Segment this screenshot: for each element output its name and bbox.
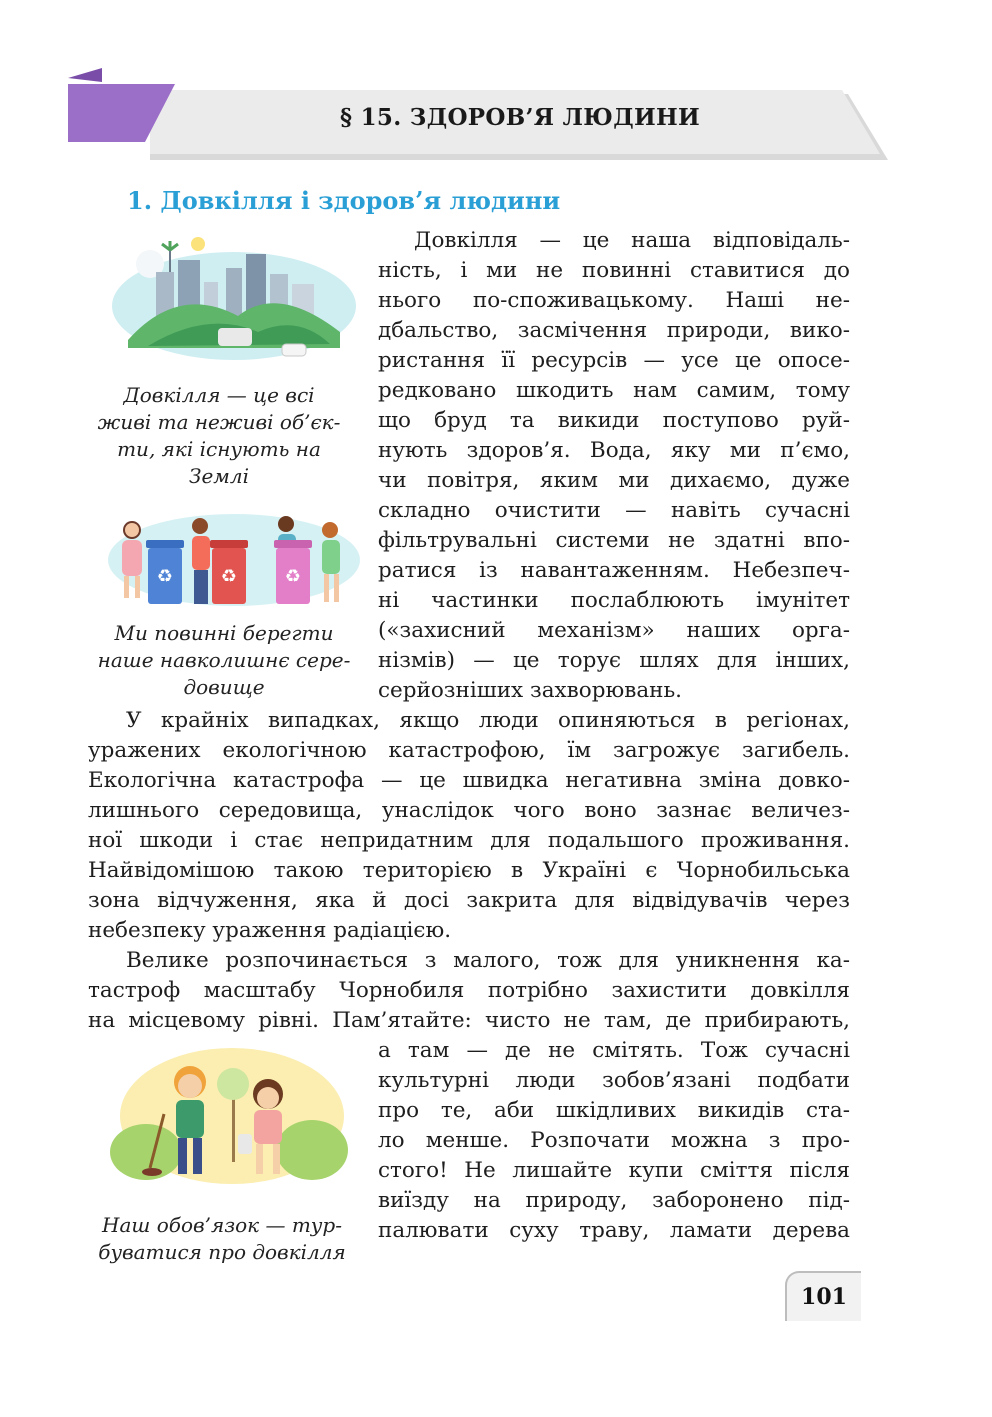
recycle-icon: ♻	[220, 566, 238, 587]
paragraph-environment-responsibility: Довкілля — це наша відповідаль- ність, і ми не повинні ставитися до нього по-споживацькому. Наші не- дбальство, засмічення природи, вико- ристання її ресурсів — усе це опосе- редковано шкодить нам самим, тому що бруд та викиди поступово руй- нують здоров’я. Вода, яку ми п’ємо, чи повітря, яким ми дихаємо, дуже складно очистити — навіть сучасні фільтрувальні системи не здатні впо- ратися із навантаженням. Небезпеч- ні частинки послаблюють імунітет («захисний механізм» наших орга- нізмів) — це торує шлях для інших, серйозніших захворювань.	[378, 228, 850, 703]
paragraph-start-small: Велике розпочинається з малого, тож для уникнення ка- тастроф масштабу Чорнобиля потрібно захистити довкілля на місцевому рівні. Пам’ятайте: чисто не там, де прибирають,	[88, 948, 850, 1033]
recycle-icon: ♻	[284, 566, 302, 587]
paragraph-cultural-people: а там — де не смітять. Тож сучасні культурні люди зобов’язані подбати про те, аби шкідливих викидів ста- ло менше. Розпочати можна з про- стого! Не лишайте купи сміття після виїзду на природу, заборонено під- палювати суху траву, ламати дерева	[378, 1038, 850, 1243]
page-number-tab	[785, 1271, 861, 1321]
paragraph-ecological-catastrophe: У крайніх випадках, якщо люди опиняються в регіонах, уражених екологічною катастрофою, їм загрожує загибель. Екологічна катастрофа — це швидка негативна зміна довко- лишнього середовища, унаслідок чого воно зазнає величез- ної шкоди і стає непридатним для подальшого проживання. Найвідомішою такою територією в Україні є Чорнобильська зона відчуження, яка й досі закрита для відвідувачів через небезпеку ураження радіацією.	[88, 708, 850, 943]
planting-kids-illustration	[106, 1042, 352, 1190]
section-heading: 1. Довкілля і здоров’я людини	[127, 186, 561, 215]
chapter-title: § 15. ЗДОРОВ’Я ЛЮДИНИ	[339, 104, 701, 131]
chapter-banner	[0, 0, 992, 180]
caption-environment: Довкілля — це всі живі та неживі об’єк- ти, які існують на Землі	[97, 383, 341, 488]
caption-protect-environment: Ми повинні берегти наше навколишнє сере- довище	[97, 621, 351, 699]
caption-our-duty: Наш обов’язок — тур- буватися про довкілля	[98, 1213, 346, 1264]
recycling-kids-illustration	[104, 500, 366, 608]
banner-tab-dark	[68, 68, 102, 82]
recycle-icon: ♻	[156, 566, 174, 587]
eco-city-illustration	[108, 228, 360, 364]
page-number: 101	[801, 1284, 847, 1310]
